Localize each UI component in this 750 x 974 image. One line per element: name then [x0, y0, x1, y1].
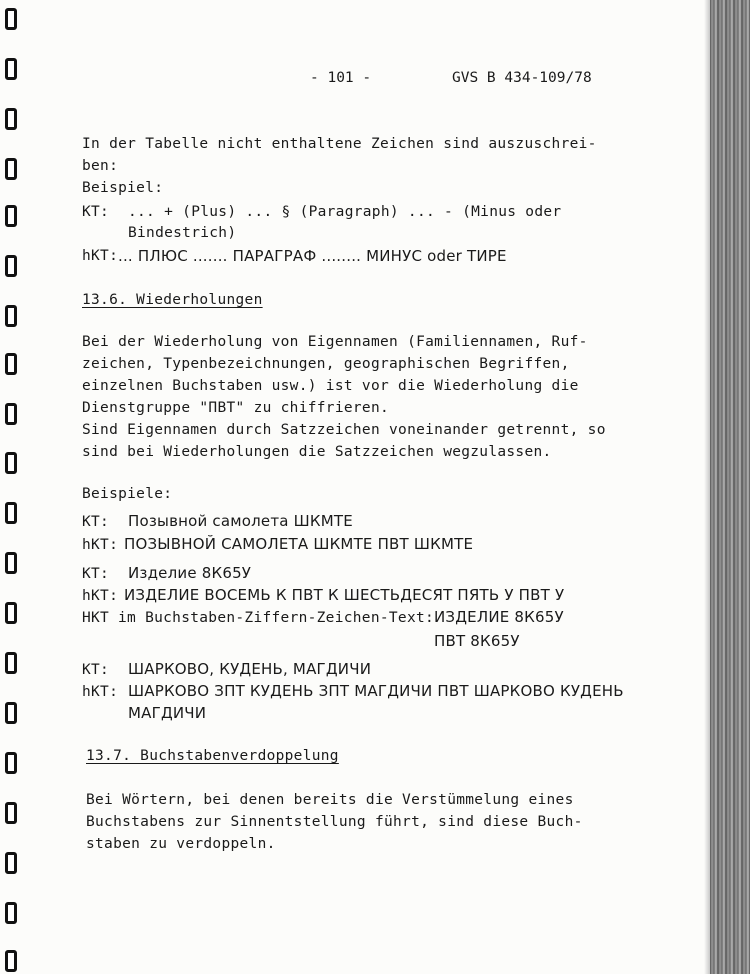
hkt-text: ... ПЛЮС ....... ПАРАГРАФ ........ МИНУС oder ТИРЕ: [118, 247, 507, 265]
kt-label: KT:: [82, 514, 110, 530]
example-kt: ШАРКОВО, КУДЕНЬ, МАГДИЧИ: [128, 660, 372, 678]
nkt-label: HKT: [82, 610, 110, 626]
nkt-text: im Buchstaben-Ziffern-Zeichen-Text:: [118, 610, 435, 626]
paragraph-line: Bei Wörtern, bei denen bereits die Verstümmelung eines: [86, 792, 574, 808]
kt-label: KT:: [82, 662, 110, 678]
paragraph-line: sind bei Wiederholungen die Satzzeichen wegzulassen.: [82, 444, 552, 460]
section-heading-13-7: 13.7. Buchstabenverdoppelung: [86, 748, 339, 764]
text-line: In der Tabelle nicht enthaltene Zeichen sind auszuschrei-: [82, 136, 597, 152]
kt-label: KT:: [82, 566, 110, 582]
example-kt: Позывной самолета ШКМТЕ: [128, 512, 353, 530]
hkt-label: hKT:: [82, 588, 119, 604]
example-hkt: ИЗДЕЛИЕ ВОСЕМЬ К ПВТ К ШЕСТЬДЕСЯТ ПЯТЬ У ПВТ У: [124, 586, 565, 604]
paragraph-line: einzelnen Buchstaben usw.) ist vor die Wiederholung die: [82, 378, 579, 394]
kt-label: KT:: [82, 204, 110, 220]
paragraph-line: zeichen, Typenbezeichnungen, geographischen Begriffen,: [82, 356, 570, 372]
paragraph-line: Buchstabens zur Sinnentstellung führt, sind diese Buch-: [86, 814, 583, 830]
paragraph-line: Bei der Wiederholung von Eigennamen (Familiennamen, Ruf-: [82, 334, 588, 350]
nkt-cyrillic-continued: ПВТ 8К65У: [434, 632, 520, 650]
page-stack-edge: [710, 0, 750, 974]
binder-holes: [0, 0, 24, 974]
hkt-label: hKT:: [82, 248, 119, 264]
example-hkt: ШАРКОВО ЗПТ КУДЕНЬ ЗПТ МАГДИЧИ ПВТ ШАРКОВО КУДЕНЬ: [128, 682, 624, 700]
example-hkt-continued: МАГДИЧИ: [128, 704, 207, 722]
paragraph-line: staben zu verdoppeln.: [86, 836, 276, 852]
hkt-label: hKT:: [82, 684, 119, 700]
kt-text: ... + (Plus) ... § (Paragraph) ... - (Minus oder: [128, 204, 562, 220]
example-hkt: ПОЗЫВНОЙ САМОЛЕТА ШКМТЕ ПВТ ШКМТЕ: [124, 535, 474, 553]
paragraph-line: Sind Eigennamen durch Satzzeichen voneinander getrennt, so: [82, 422, 606, 438]
kt-text-continued: Bindestrich): [128, 225, 237, 241]
page-number: - 101 -: [310, 70, 372, 86]
document-reference: GVS B 434-109/78: [452, 70, 592, 86]
text-line: Beispiel:: [82, 180, 164, 196]
nkt-cyrillic: ИЗДЕЛИЕ 8К65У: [434, 608, 564, 626]
section-heading-13-6: 13.6. Wiederholungen: [82, 292, 263, 308]
example-kt: Изделие 8К65У: [128, 564, 252, 582]
paragraph-line: Dienstgruppe "ПВТ" zu chiffrieren.: [82, 400, 390, 416]
text-line: ben:: [82, 158, 119, 174]
hkt-label: hKT:: [82, 537, 119, 553]
examples-label: Beispiele:: [82, 486, 173, 502]
